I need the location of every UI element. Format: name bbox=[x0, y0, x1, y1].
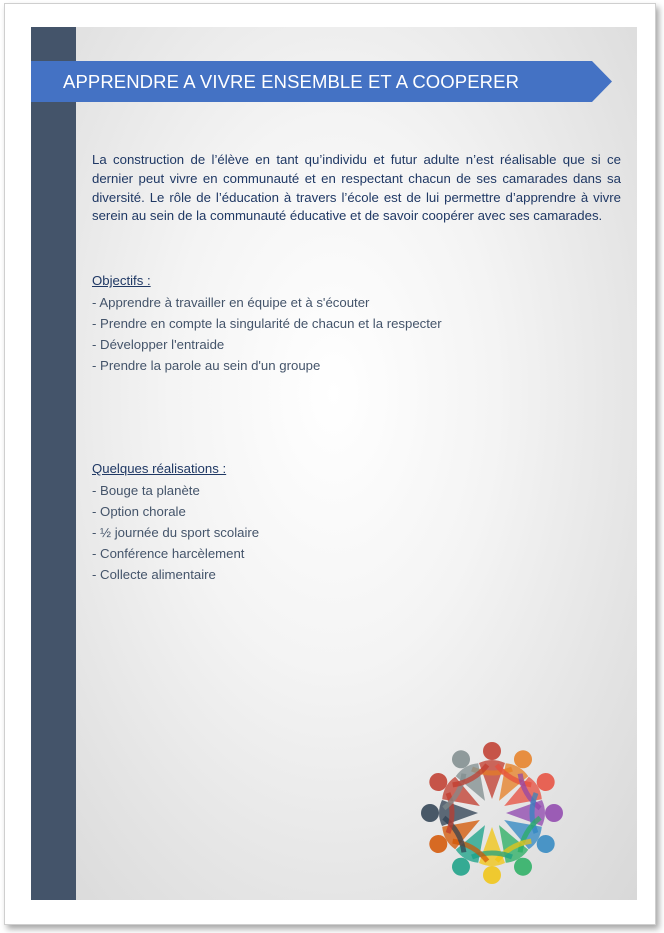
list-item: - Option chorale bbox=[92, 504, 186, 519]
intro-paragraph: La construction de l’élève en tant qu’individu et futur adulte n’est réalisable que si ce dernier peut vivre en communauté et en respectant chacun de ses camarades dans sa diversité. Le rôle de l’éducation à travers l’école est de lui permettre d’apprendre à vivre serein au sein de la communauté éducative et de savoir coopérer avec ses camarades. bbox=[92, 152, 621, 224]
list-item: - Développer l'entraide bbox=[92, 337, 225, 352]
objectives-title: Objectifs : bbox=[92, 273, 151, 288]
list-item: - Prendre en compte la singularité de chacun et la respecter bbox=[92, 316, 442, 331]
objectives-list bbox=[92, 292, 442, 376]
list-item: - Apprendre à travailler en équipe et à s'écouter bbox=[92, 295, 370, 310]
list-item: - Conférence harcèlement bbox=[92, 546, 245, 561]
achievements-title: Quelques réalisations : bbox=[92, 461, 227, 476]
list-item: - Bouge ta planète bbox=[92, 483, 200, 498]
list-item: - ½ journée du sport scolaire bbox=[92, 525, 260, 540]
page-title: APPRENDRE A VIVRE ENSEMBLE ET A COOPERER bbox=[63, 71, 520, 92]
people-circle-icon bbox=[414, 738, 570, 888]
list-item: - Prendre la parole au sein d'un groupe bbox=[92, 358, 321, 373]
sidebar-stripe bbox=[31, 27, 76, 900]
achievements-list bbox=[92, 480, 259, 585]
title-banner bbox=[31, 61, 612, 102]
list-item: - Collecte alimentaire bbox=[92, 567, 216, 582]
